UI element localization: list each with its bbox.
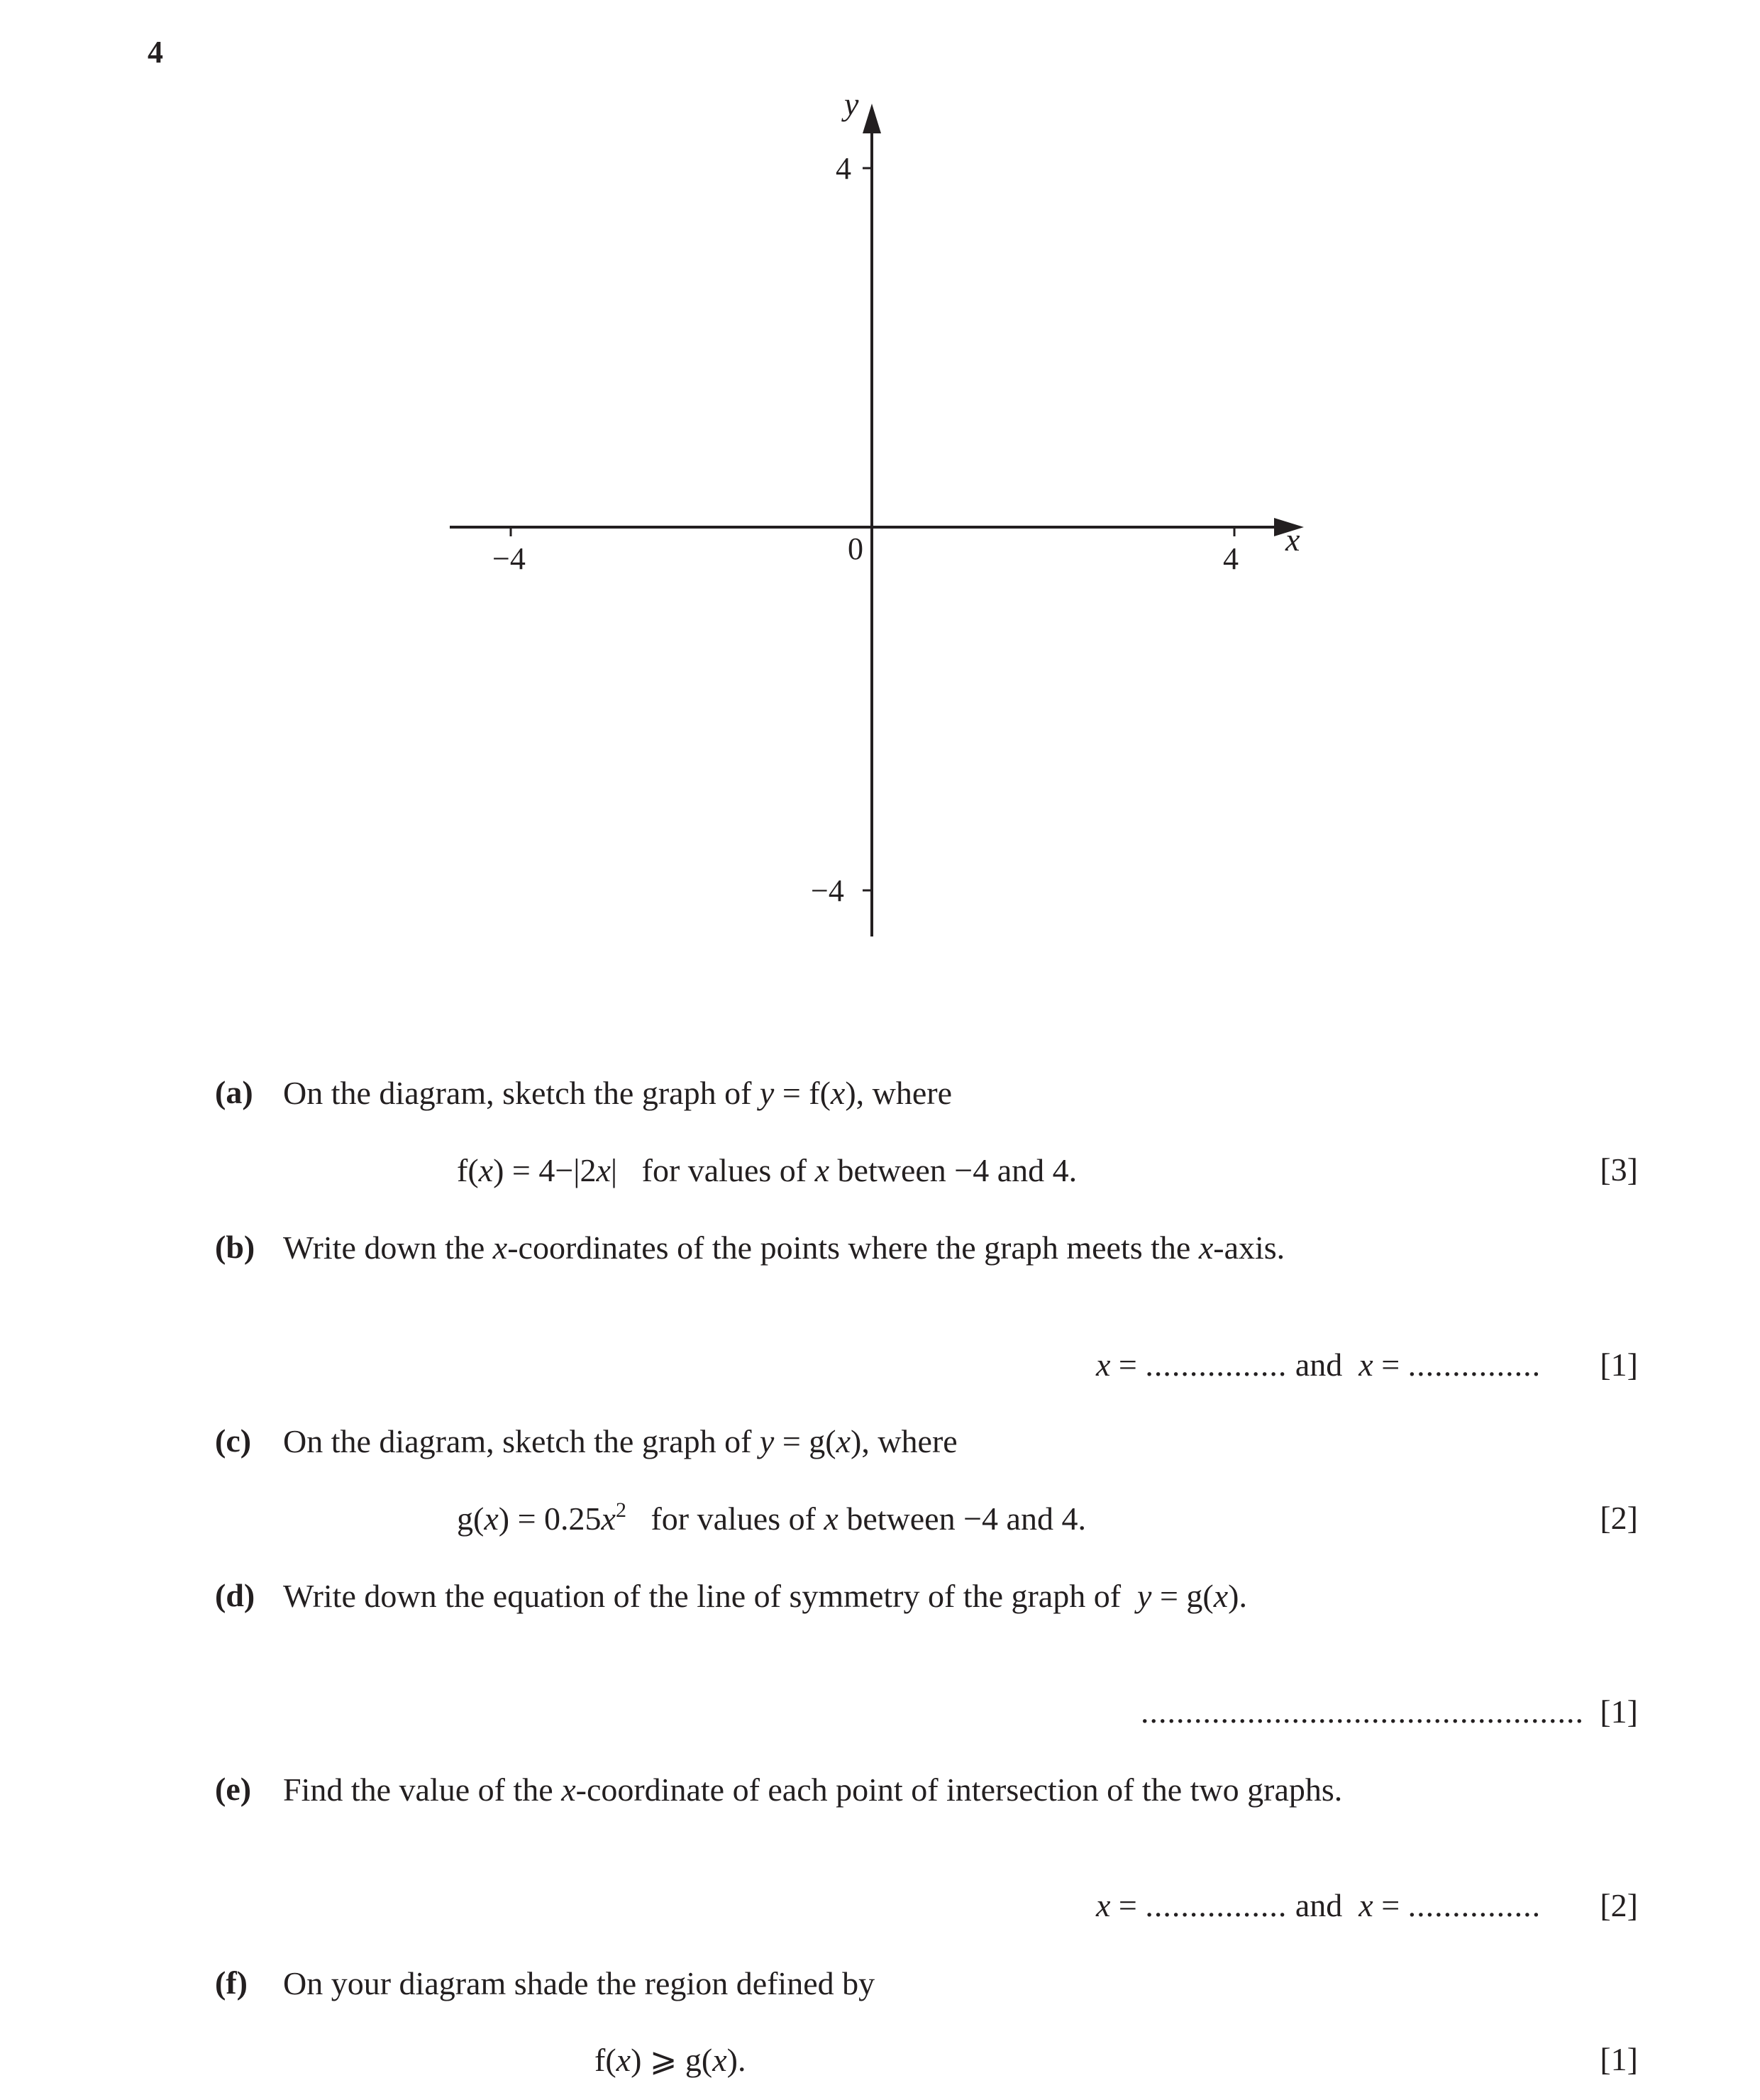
question-a-definition: f(x) = 4−|2x| for values of x between −4 and 4. — [457, 1152, 1078, 1188]
page-number: 4 — [148, 35, 163, 70]
question-d-marks: [1] — [1600, 1693, 1638, 1730]
question-f-text: On your diagram shade the region defined by — [283, 1965, 875, 2001]
question-b-text: Write down the x-coordinates of the points where the graph meets the x-axis. — [283, 1229, 1285, 1266]
question-c-text: On the diagram, sketch the graph of y = g(x), where — [283, 1423, 958, 1459]
question-e-marks: [2] — [1600, 1887, 1638, 1923]
y-tick-label-4: 4 — [836, 151, 851, 186]
question-f-label: (f) — [215, 1964, 248, 2001]
question-d-answer-line[interactable]: .................................................. — [1141, 1693, 1584, 1730]
question-a-label: (a) — [215, 1074, 253, 1110]
x-axis-variable: x — [1285, 521, 1300, 558]
coordinate-axes — [0, 0, 1760, 993]
y-tick-label-neg4: −4 — [811, 873, 844, 908]
y-axis-arrowhead — [863, 104, 881, 133]
question-c-marks: [2] — [1600, 1500, 1638, 1536]
origin-label: 0 — [848, 531, 863, 566]
question-c-definition: $g(x) = 0.25x^2$ for values of x between −4 and 4. — [457, 1498, 1086, 1537]
question-a-marks: [3] — [1600, 1151, 1638, 1188]
question-b-answer-line[interactable]: x = ................ and x = ............... — [1096, 1347, 1542, 1383]
x-tick-label-4: 4 — [1223, 541, 1239, 576]
question-e-label: (e) — [215, 1771, 252, 1807]
question-f-marks: [1] — [1600, 2041, 1638, 2077]
question-d-text: Write down the equation of the line of symmetry of the graph of y = g(x). — [283, 1578, 1247, 1614]
question-d-label: (d) — [215, 1577, 255, 1613]
question-e-text: Find the value of the x-coordinate of each point of intersection of the two graphs. — [283, 1772, 1343, 1808]
y-axis-variable: y — [844, 86, 859, 122]
question-f-inequality: f(x) ⩾ g(x). — [594, 2042, 746, 2078]
question-a-text: On the diagram, sketch the graph of y = f(x), where — [283, 1075, 953, 1111]
question-c-label: (c) — [215, 1422, 252, 1459]
question-b-marks: [1] — [1600, 1347, 1638, 1383]
question-e-answer-line[interactable]: x = ................ and x = ............... — [1096, 1887, 1542, 1923]
x-tick-label-neg4: −4 — [492, 541, 526, 576]
question-b-label: (b) — [215, 1229, 255, 1265]
